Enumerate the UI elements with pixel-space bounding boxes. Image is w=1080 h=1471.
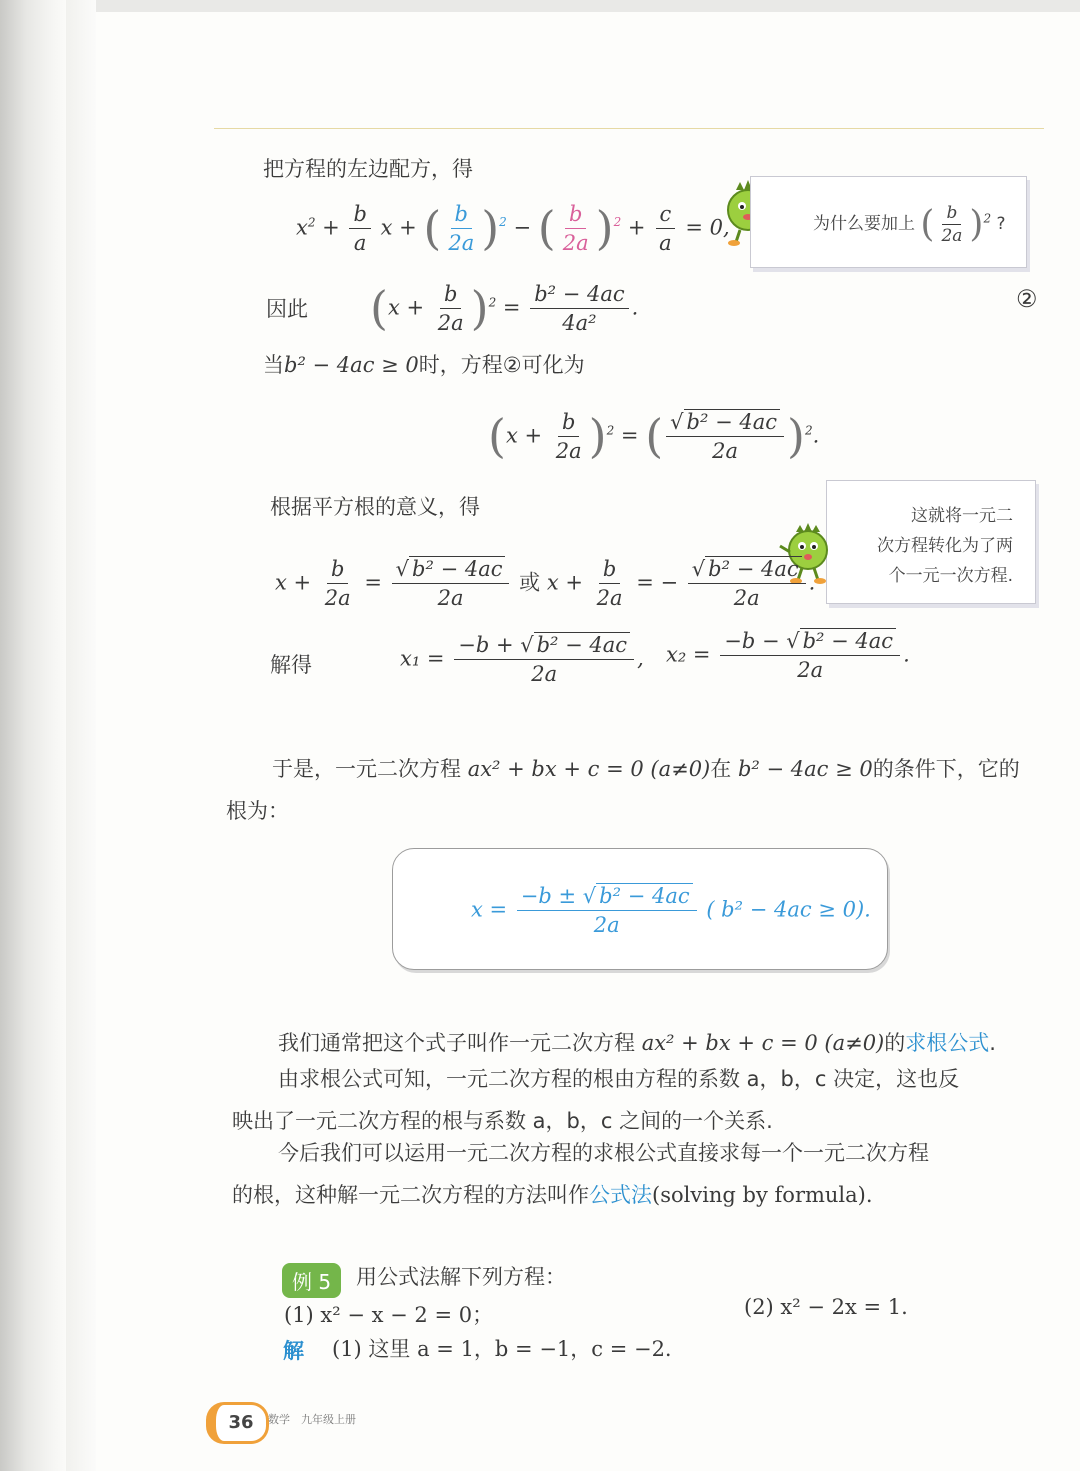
page-edge-shadow xyxy=(66,0,96,1471)
example-prompt: 用公式法解下列方程： xyxy=(356,1265,566,1289)
equation-completed-square: $x^2$ + $\frac{b}{a}$ x + ( $\frac{b}{2a}$ )$^2$ − ( $\frac{b}{2a}$ )$^2$ + $\frac{c}{a}$ = 0, xyxy=(296,201,730,256)
bubble-question-text: 为什么要加上 xyxy=(813,214,915,234)
equation-x2: x₂ = $\frac{\text{−b − √ b² − 4ac}}{2a}$ . xyxy=(666,629,910,683)
paragraph-coefficients-1: 由求根公式可知，一元二次方程的根由方程的系数 a，b，c 决定，这也反 xyxy=(278,1067,960,1091)
text-complete-square: 把方程的左边配方，得 xyxy=(263,157,473,181)
solution-line-1: (1) 这里 a = 1，b = −1，c = −2. xyxy=(332,1337,672,1361)
header-rule xyxy=(214,128,1044,129)
scan-top-edge xyxy=(0,0,1080,12)
page-number: 36 xyxy=(206,1402,269,1444)
paragraph-method-1: 今后我们可以运用一元二次方程的求根公式直接求每一个一元二次方程 xyxy=(278,1141,929,1165)
equation-square-form: (x + $\frac{b}{2a}$ )$^2$ = $\frac{\text{b² − 4ac}}{\text{4a²}}$ . xyxy=(370,281,639,336)
note-line-3: 个一元一次方程. xyxy=(888,566,1013,586)
text-roots-are: 根为： xyxy=(226,799,289,823)
equation-label: ② xyxy=(1016,285,1038,313)
text-solved: 解得 xyxy=(270,653,312,677)
paragraph-coefficients-2: 映出了一元二次方程的根与系数 a，b，c 之间的一个关系. xyxy=(232,1109,773,1133)
example-equation-2: (2) x² − 2x = 1. xyxy=(744,1295,908,1319)
book-spine-shadow xyxy=(0,0,66,1471)
solution-tag: 解 xyxy=(283,1339,304,1363)
paragraph-formula-name: 我们通常把这个式子叫作一元二次方程 ax² + bx + c = 0 (a≠0)的求根公式. xyxy=(278,1031,996,1055)
equation-sqrt-square: (x + $\frac{b}{2a}$ )$^2$ = ( $\frac{\text{√ b² − 4ac}}{2a}$ )$^2$. xyxy=(488,409,820,464)
note-line-1: 这就将一元二 xyxy=(911,506,1013,526)
equation-two-cases: x + $\frac{b}{2a}$ = $\frac{\text{√ b² − 4ac}}{2a}$ 或 x + $\frac{b}{2a}$ = − $\frac{\text{√ b² − 4ac}}{2a}$ . xyxy=(275,557,816,611)
text-by-meaning: 根据平方根的意义，得 xyxy=(270,495,480,519)
equation-x1: x₁ = $\frac{\text{−b + √ b² − 4ac}}{2a}$ , xyxy=(400,633,644,687)
text-conclusion: 于是，一元二次方程 ax² + bx + c = 0 (a≠0)在 b² − 4ac ≥ 0的条件下，它的 xyxy=(272,757,1020,781)
book-title: 数学 九年级上册 xyxy=(268,1413,356,1426)
example-tag: 例 5 xyxy=(282,1263,341,1298)
note-line-2: 次方程转化为了两 xyxy=(877,536,1013,556)
text-when: 当b² − 4ac ≥ 0时，方程②可化为 xyxy=(263,353,585,377)
note-bubble xyxy=(826,480,1036,604)
text-therefore: 因此 xyxy=(266,297,308,321)
example-equation-1: (1) x² − x − 2 = 0； xyxy=(284,1303,494,1327)
paragraph-method-2: 的根，这种解一元二次方程的方法叫作公式法(solving by formula). xyxy=(232,1183,873,1207)
quadratic-formula: x = $\frac{\text{−b ± √ b² − 4ac}}{2a}$ ( b² − 4ac ≥ 0). xyxy=(471,884,871,938)
quadratic-formula-box xyxy=(392,848,888,970)
question-bubble: 为什么要加上 ( $\frac{b}{2a}$ )$^2$ ? xyxy=(750,176,1027,268)
